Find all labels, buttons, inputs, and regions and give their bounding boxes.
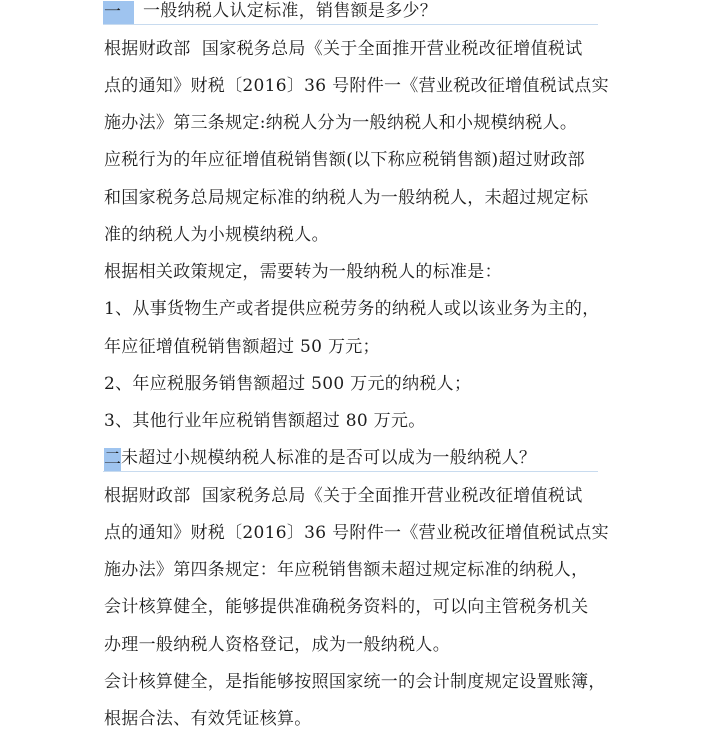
section-heading: 未超过小规模纳税人标准的是否可以成为一般纳税人？ xyxy=(121,448,537,469)
paragraph-line: 根据财政部 国家税务总局《关于全面推开营业税改征增值税试 xyxy=(104,485,583,506)
paragraph-line: 年应征增值税销售额超过 50 万元； xyxy=(104,336,380,357)
paragraph-line: 准的纳税人为小规模纳税人。 xyxy=(104,224,329,245)
paragraph xyxy=(104,254,664,291)
section-heading-row xyxy=(104,440,664,477)
section-1 xyxy=(104,0,664,440)
list-item xyxy=(104,291,664,366)
paragraph-line: 办理一般纳税人资格登记，成为一般纳税人。 xyxy=(104,634,450,655)
paragraph-line: 1、从事货物生产或者提供应税劳务的纳税人或以该业务为主的， xyxy=(104,299,600,320)
paragraph-line: 根据相关政策规定，需要转为一般纳税人的标准是： xyxy=(104,262,502,283)
paragraph-line: 会计核算健全，是指能够按照国家统一的会计制度规定设置账簿， xyxy=(104,671,606,692)
list-item xyxy=(104,403,664,440)
paragraph-line: 点的通知》财税〔2016〕36 号附件一《营业税改征增值税试点实 xyxy=(104,522,609,543)
section-heading-row xyxy=(104,0,664,31)
paragraph-line: 3、其他行业年应税销售额超过 80 万元。 xyxy=(104,411,426,432)
paragraph-line: 应税行为的年应征增值税销售额(以下称应税销售额)超过财政部 xyxy=(104,150,585,171)
section-heading: 一般纳税人认定标准，销售额是多少？ xyxy=(143,1,438,22)
paragraph xyxy=(104,478,664,664)
section-number: 一 xyxy=(103,1,134,24)
paragraph-line: 和国家税务总局规定标准的纳税人为一般纳税人，未超过规定标 xyxy=(104,187,589,208)
section-number: 二 xyxy=(104,448,122,469)
paragraph-line: 点的通知》财税〔2016〕36 号附件一《营业税改征增值税试点实 xyxy=(104,75,609,96)
paragraph-line: 根据合法、有效凭证核算。 xyxy=(104,709,312,730)
document-body xyxy=(104,0,664,738)
list-item xyxy=(104,366,664,403)
heading-rule xyxy=(103,471,598,472)
paragraph xyxy=(104,142,664,254)
section-2 xyxy=(104,440,664,738)
paragraph-line: 根据财政部 国家税务总局《关于全面推开营业税改征增值税试 xyxy=(104,38,583,59)
paragraph-line: 会计核算健全，能够提供准确税务资料的，可以向主管税务机关 xyxy=(104,597,589,618)
paragraph xyxy=(104,31,664,143)
paragraph-line: 施办法》第四条规定：年应税销售额未超过规定标准的纳税人， xyxy=(104,560,589,581)
heading-rule xyxy=(103,24,598,25)
paragraph xyxy=(104,664,664,739)
paragraph-line: 2、年应税服务销售额超过 500 万元的纳税人； xyxy=(104,373,472,394)
paragraph-line: 施办法》第三条规定:纳税人分为一般纳税人和小规模纳税人。 xyxy=(104,113,578,134)
